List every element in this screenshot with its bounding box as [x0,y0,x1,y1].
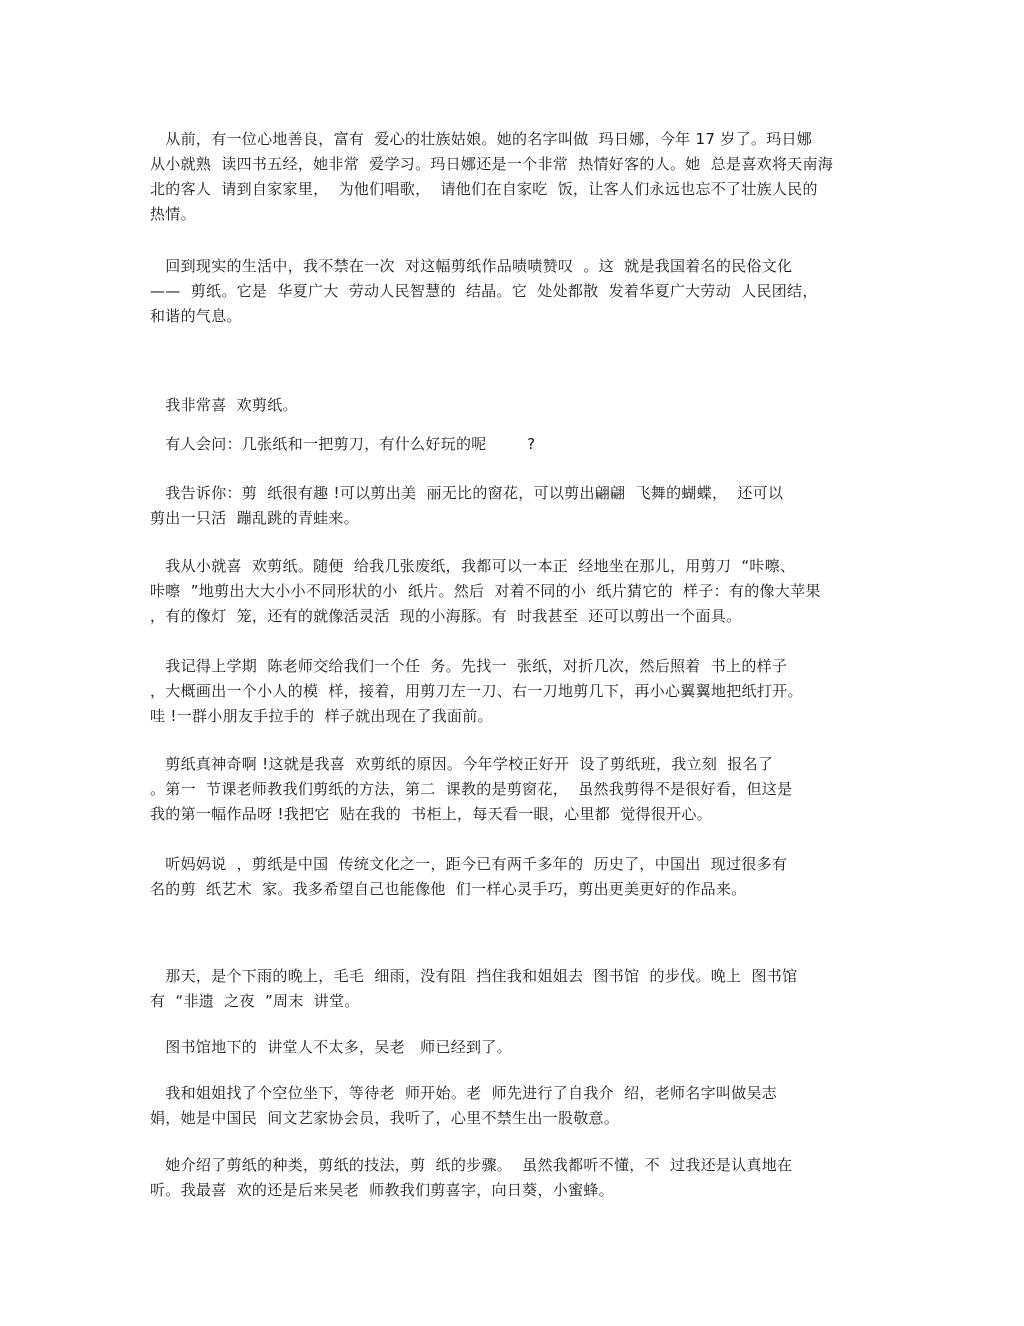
paragraph-rainy-night [150,964,870,1014]
text-line: 剪出一只活 蹦乱跳的青蛙来。 [150,509,360,527]
text-line: 我记得上学期 陈老师交给我们一个任 务。先找一 张纸，对折几次，然后照着 书上的样子 [150,657,788,675]
text-line: 北的客人 请到自家家里， 为他们唱歌， 请他们在自家吃 饭，让客人们永远也忘不了壮族人民的 [150,180,818,198]
paragraph-papercut-culture [150,254,870,329]
paragraph-teacher-task [150,654,870,729]
text-line: 有 “非遗 之夜 ”周末 讲堂。 [150,992,360,1010]
text-line: —— 剪纸。它是 华夏广大 劳动人民智慧的 结晶。它 处处都散 发着华夏广大劳动 人民团结， [150,282,818,300]
text-line: 我告诉你：剪 纸很有趣 !可以剪出美 丽无比的窗花，可以剪出翩翩 飞舞的蝴蝶， 还可以 [150,484,784,502]
text-line: 我非常喜 欢剪纸。 [150,396,298,414]
text-line: 图书馆地下的 讲堂人不太多，吴老 师已经到了。 [150,1038,512,1056]
text-line: 她介绍了剪纸的种类，剪纸的技法，剪 纸的步骤。 虽然我都听不懂，不 过我还是认真地在 [150,1156,793,1174]
text-line: 我和姐姐找了个空位坐下，等待老 师开始。老 师先进行了自我介 绍，老师名字叫做吴志 [150,1084,778,1102]
text-line: 剪纸真神奇啊 !这就是我喜 欢剪纸的原因。今年学校正好开 设了剪纸班，我立刻 报名了 [150,755,774,773]
text-line: 有人会问：几张纸和一把剪刀，有什么好玩的呢 ? [150,435,536,453]
paragraph-teacher-intro [150,1081,870,1131]
paragraph-papercut-class [150,752,870,827]
text-line: 听妈妈说 ，剪纸是中国 传统文化之一，距今已有两千多年的 历史了，中国出 现过很多有 [150,855,788,873]
text-line: 回到现实的生活中，我不禁在一次 对这幅剪纸作品啧啧赞叹 。这 就是我国着名的民俗文化 [150,257,793,275]
paragraph-i-love-papercut [150,393,870,418]
text-line: 从前，有一位心地善良，富有 爱心的壮族姑娘。她的名字叫做 玛日娜，今年 17 岁了。玛日娜 [150,130,813,148]
text-line: 从小就熟 读四书五经，她非常 爱学习。玛日娜还是一个非常 热情好客的人。她 总是喜欢将天南海 [150,155,834,173]
text-line: 那天，是个下雨的晚上，毛毛 细雨，没有阻 挡住我和姐姐去 图书馆 的步伐。晚上 图书馆 [150,967,798,985]
paragraph-interesting [150,481,870,531]
paragraph-papercut-techniques [150,1153,870,1203]
paragraph-question [150,432,870,457]
paragraph-zhuang-girl [150,127,870,227]
text-line: 哇 !一群小朋友手拉手的 样子就出现在了我面前。 [150,707,493,725]
text-line: 听。我最喜 欢的还是后来吴老 师教我们剪喜字，向日葵，小蜜蜂。 [150,1181,614,1199]
text-line: 咔嚓 ”地剪出大大小小不同形状的小 纸片。然后 对着不同的小 纸片猜它的 样子：有的像大苹果 [150,582,821,600]
text-line: 。第一 节课老师教我们剪纸的方法，第二 课教的是剪窗花， 虽然我剪得不是很好看，但这是 [150,780,793,798]
text-line: ，有的像灯 笼，还有的就像活灵活 现的小海豚。有 时我甚至 还可以剪出一个面具。 [150,607,742,625]
text-line: 娟，她是中国民 间文艺家协会员，我听了，心里不禁生出一股敬意。 [150,1109,620,1127]
text-line: 热情。 [150,205,196,223]
text-line: 我从小就喜 欢剪纸。随便 给我几张废纸，我都可以一本正 经地坐在那儿，用剪刀 “咔嚓、 [150,557,796,575]
paragraph-mother-said [150,852,870,902]
paragraph-library-hall [150,1035,870,1060]
text-line: 我的第一幅作品呀 !我把它 贴在我的 书柜上，每天看一眼，心里都 觉得很开心。 [150,805,712,823]
text-line: 名的剪 纸艺术 家。我多希望自己也能像他 们一样心灵手巧，剪出更美更好的作品来。 [150,880,747,898]
text-line: ，大概画出一个小人的模 样，接着，用剪刀左一刀、右一刀地剪几下，再小心翼翼地把纸打开。 [150,682,803,700]
text-line: 和谐的气息。 [150,307,242,325]
paragraph-childhood [150,554,870,629]
